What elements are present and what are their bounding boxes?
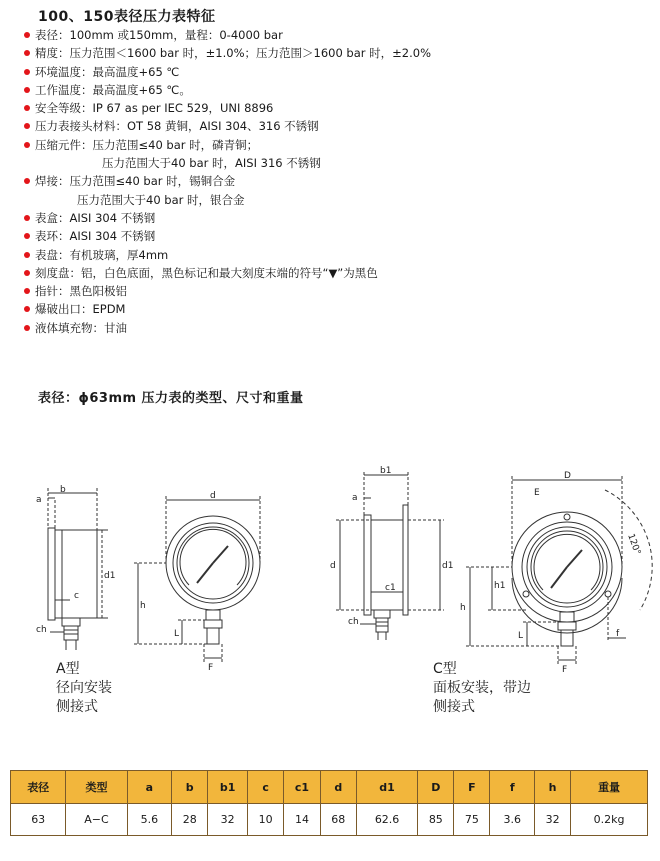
spec-item: 液体填充物：甘油 xyxy=(24,321,644,339)
bullet-icon xyxy=(24,142,30,148)
spec-item: 焊接：压力范围≤40 bar 时，锡铜合金 xyxy=(24,174,644,192)
table-cell: 85 xyxy=(418,804,454,836)
dim-label-c: c xyxy=(74,591,79,601)
table-header-cell: c xyxy=(248,771,284,804)
spec-item: 工作温度：最高温度+65 ℃。 xyxy=(24,83,644,101)
dim-label-d1-c: d1 xyxy=(442,561,454,571)
dimension-table xyxy=(10,770,648,836)
table-header-row xyxy=(11,771,648,804)
dim-label-L: L xyxy=(174,629,180,639)
dim-label-h1: h1 xyxy=(494,581,506,591)
table-cell: 62.6 xyxy=(356,804,417,836)
dim-label-L-c: L xyxy=(518,631,524,641)
table-cell: 5.6 xyxy=(127,804,172,836)
bullet-icon xyxy=(24,123,30,129)
table-cell: 63 xyxy=(11,804,66,836)
table-header-cell: 重量 xyxy=(571,771,648,804)
table-header-cell: D xyxy=(418,771,454,804)
table-cell: 32 xyxy=(535,804,571,836)
section-title: 表径：ϕ63mm 压力表的类型、尺寸和重量 xyxy=(38,391,304,406)
table-header-cell: d xyxy=(320,771,356,804)
table-header-cell: c1 xyxy=(284,771,321,804)
dim-label-f: f xyxy=(616,629,620,639)
page-title: 100、150表径压力表特征 xyxy=(38,9,216,25)
bullet-icon xyxy=(24,306,30,312)
type-c-front-view xyxy=(466,476,652,664)
spec-item: 表盘：有机玻璃，厚4mm xyxy=(24,248,644,266)
dim-label-d-c: d xyxy=(330,561,336,571)
dim-label-F: F xyxy=(208,663,214,673)
table-header-cell: b1 xyxy=(208,771,248,804)
spec-item: 爆破出口：EPDM xyxy=(24,302,644,320)
table-header-cell: h xyxy=(535,771,571,804)
dim-label-c1: c1 xyxy=(385,583,396,593)
bullet-icon xyxy=(24,252,30,258)
table-cell: 28 xyxy=(172,804,208,836)
dim-label-ch-c: ch xyxy=(348,617,359,627)
type-a-front-view xyxy=(134,496,260,662)
dim-label-ch: ch xyxy=(36,625,47,635)
table-header-cell: a xyxy=(127,771,172,804)
dim-label-b1: b1 xyxy=(380,466,392,476)
table-cell: 32 xyxy=(208,804,248,836)
bullet-icon xyxy=(24,87,30,93)
dim-label-D: D xyxy=(564,471,571,481)
bullet-icon xyxy=(24,215,30,221)
table-cell: 14 xyxy=(284,804,321,836)
bullet-icon xyxy=(24,105,30,111)
dim-label-a: a xyxy=(36,495,42,505)
table-header-cell: F xyxy=(454,771,490,804)
type-a-side-view xyxy=(48,488,108,650)
table-cell: 3.6 xyxy=(490,804,535,836)
dim-label-h-c: h xyxy=(460,603,466,613)
table-cell: 75 xyxy=(454,804,490,836)
table-row xyxy=(11,804,648,836)
dim-label-angle: 120° xyxy=(625,532,642,557)
spec-item-continued: 压力范围大于40 bar 时，银合金 xyxy=(77,192,245,207)
bullet-icon xyxy=(24,50,30,56)
table-header-cell: f xyxy=(490,771,535,804)
bullet-icon xyxy=(24,288,30,294)
spec-item: 压缩元件：压力范围≤40 bar 时，磷青铜； xyxy=(24,138,644,156)
bullet-icon xyxy=(24,32,30,38)
dim-label-d1: d1 xyxy=(104,571,116,581)
bullet-icon xyxy=(24,325,30,331)
dim-label-d: d xyxy=(210,491,216,501)
table-header-cell: 类型 xyxy=(66,771,127,804)
bullet-icon xyxy=(24,233,30,239)
bullet-icon xyxy=(24,270,30,276)
dim-label-h: h xyxy=(140,601,146,611)
table-cell: A−C xyxy=(66,804,127,836)
spec-list xyxy=(24,28,644,339)
type-c-caption: C型 面板安装，带边 侧接式 xyxy=(433,661,531,715)
table-cell: 0.2kg xyxy=(571,804,648,836)
spec-item: 表环：AISI 304 不锈钢 xyxy=(24,229,644,247)
spec-item-continued: 压力范围大于40 bar 时，AISI 316 不锈钢 xyxy=(102,156,321,171)
spec-item: 安全等级：IP 67 as per IEC 529，UNI 8896 xyxy=(24,101,644,119)
bullet-icon xyxy=(24,178,30,184)
spec-item: 表盒：AISI 304 不锈钢 xyxy=(24,211,644,229)
dim-label-a-c: a xyxy=(352,493,358,503)
spec-item: 精度：压力范围＜1600 bar 时，±1.0%；压力范围＞1600 bar 时，±2.0% xyxy=(24,46,644,64)
table-header-cell: b xyxy=(172,771,208,804)
spec-item: 环境温度：最高温度+65 ℃ xyxy=(24,65,644,83)
table-cell: 10 xyxy=(248,804,284,836)
dim-label-E: E xyxy=(534,488,540,498)
dim-label-F-c: F xyxy=(562,665,568,675)
table-header-cell: 表径 xyxy=(11,771,66,804)
dim-label-b: b xyxy=(60,485,66,495)
table-header-cell: d1 xyxy=(356,771,417,804)
type-a-caption: A型 径向安装 侧接式 xyxy=(56,661,112,715)
spec-item: 刻度盘：铝，白色底面，黑色标记和最大刻度末端的符号“▼”为黑色 xyxy=(24,266,644,284)
spec-item: 指针：黑色阳极铝 xyxy=(24,284,644,302)
spec-item: 压力表接头材料：OT 58 黄铜，AISI 304、316 不锈钢 xyxy=(24,119,644,137)
bullet-icon xyxy=(24,69,30,75)
spec-item: 表径：100mm 或150mm，量程：0-4000 bar xyxy=(24,28,644,46)
table-cell: 68 xyxy=(320,804,356,836)
